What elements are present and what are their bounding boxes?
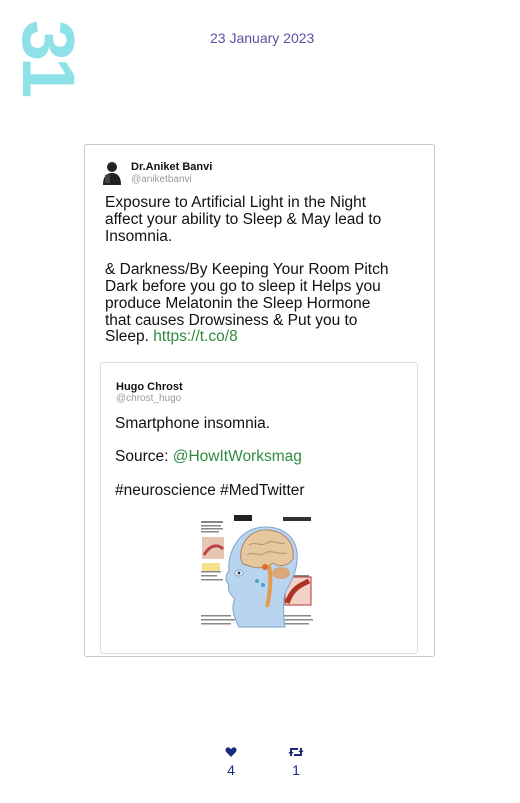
tweet-text	[105, 195, 423, 346]
like-action[interactable]	[216, 745, 246, 778]
like-count: 4	[227, 762, 235, 778]
retweet-count: 1	[292, 762, 300, 778]
tweet-card[interactable]	[84, 144, 435, 657]
quoted-author-handle[interactable]: @chrost_hugo	[116, 393, 182, 404]
retweet-action[interactable]	[281, 745, 311, 778]
quoted-source-label: Source:	[115, 448, 173, 465]
tweet-date-text: 23 January 2023	[210, 30, 315, 46]
quoted-source	[115, 448, 302, 466]
tweet-link[interactable]: https://t.co/8	[153, 328, 238, 346]
quoted-author-name[interactable]: Hugo Chrost	[116, 381, 183, 393]
tweet-author[interactable]	[100, 159, 212, 187]
day-mark: 31	[7, 19, 90, 95]
avatar-silhouette-icon	[100, 159, 126, 185]
retweet-icon[interactable]	[281, 745, 311, 762]
avatar[interactable]	[100, 159, 126, 185]
quoted-author[interactable]	[116, 381, 183, 405]
quoted-hashtags[interactable]: #neuroscience #MedTwitter	[115, 482, 305, 499]
quoted-source-mention[interactable]: @HowItWorksmag	[172, 448, 302, 465]
heart-icon[interactable]	[216, 745, 246, 762]
brain-infographic-image[interactable]	[201, 515, 313, 633]
author-name[interactable]: Dr.Aniket Banvi	[131, 161, 213, 173]
author-handle[interactable]: @aniketbanvi	[131, 174, 192, 185]
quoted-tweet[interactable]	[100, 362, 418, 654]
quoted-text-line: Smartphone insomnia.	[115, 415, 271, 432]
tweet-body: Exposure to Artificial Light in the Night affect your ability to Sleep & May lead to Insomnia. & Darkness/By Keeping Your Room Pitch Dark before you go to sleep it Helps you produce Melatonin the Sleep Hormone that causes Drowsiness & Put you to Sleep.	[105, 194, 389, 346]
